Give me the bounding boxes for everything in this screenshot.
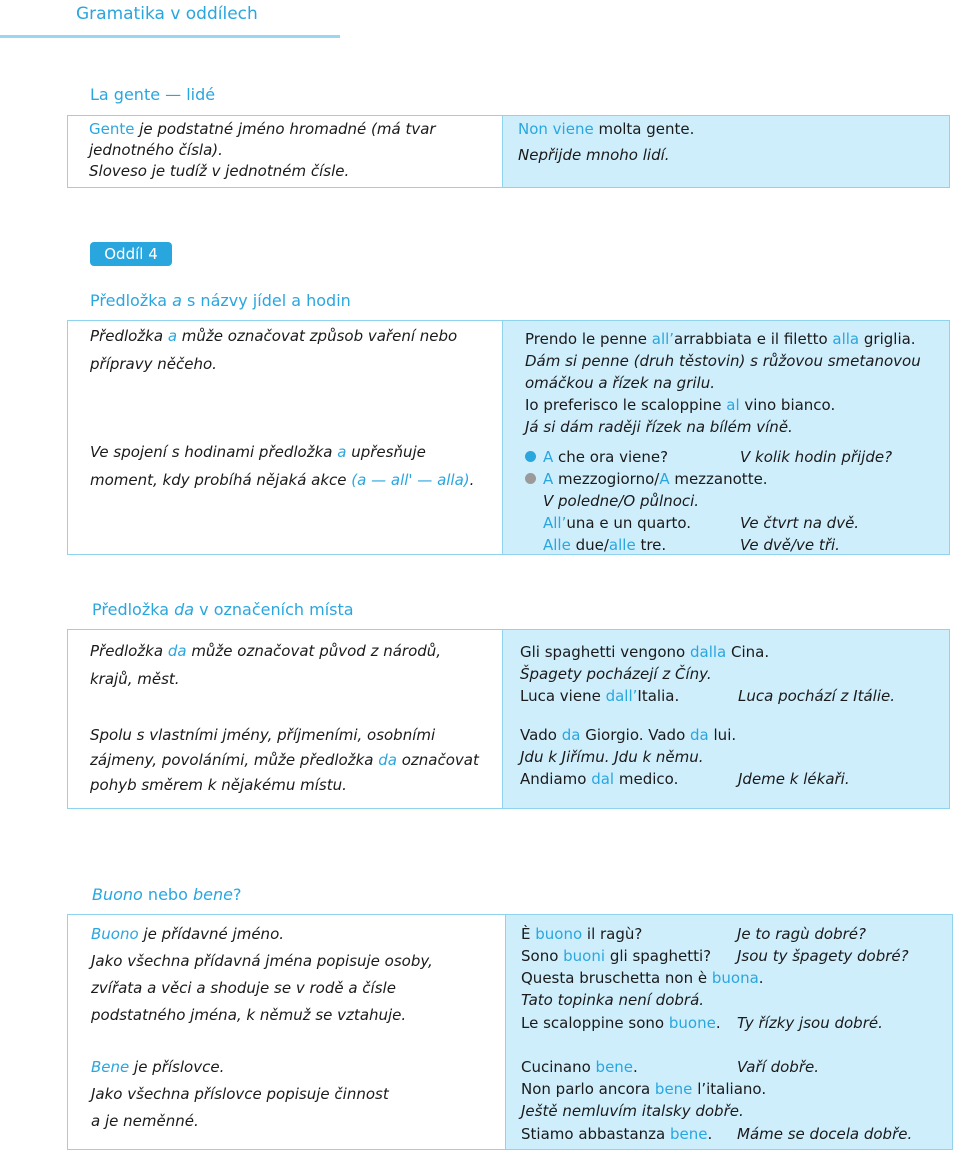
bene-example-1: Cucinano bene. Vaří dobře.	[521, 1058, 819, 1076]
da-box	[67, 629, 950, 809]
buono-example-4: Le scaloppine sono buone. Ty řízky jsou dobré.	[521, 1014, 883, 1032]
a-example-time-1: A che ora viene? V kolik hodin přijde?	[525, 446, 945, 468]
da-rule-2-line-1: Spolu s vlastními jmény, příjmeními, osobními	[90, 726, 436, 744]
da-example-panel	[502, 630, 949, 808]
gente-example-1: Non viene molta gente.	[518, 120, 695, 138]
gente-rule-panel	[68, 116, 504, 187]
a-example-food-1: Prendo le penne all’arrabbiata e il filetto alla griglia.	[525, 330, 916, 348]
buono-example-3-translation: Tato topinka není dobrá.	[521, 991, 705, 1009]
a-rule-1-line-2: přípravy něčeho.	[90, 355, 217, 373]
gente-example-panel	[502, 116, 949, 187]
buono-box	[67, 914, 953, 1150]
da-example-4: Andiamo dal medico. Jdeme k lékaři.	[520, 770, 850, 788]
da-rule-2-line-3: pohyb směrem k nějakému místu.	[90, 776, 347, 794]
a-example-food-2: Io preferisco le scaloppine al vino bianco.	[525, 396, 836, 414]
a-rule-panel	[68, 321, 504, 554]
buono-example-panel	[505, 915, 952, 1149]
da-example-2: Luca viene dall’Italia. Luca pochází z Itálie.	[520, 687, 895, 705]
da-example-3: Vado da Giorgio. Vado da lui.	[520, 726, 737, 744]
buono-rule-1-line-1: Buono je přídavné jméno.	[91, 925, 285, 943]
a-example-food-1-translation-b: omáčkou a řízek na grilu.	[525, 374, 715, 392]
da-rule-1-line-2: krajů, měst.	[90, 670, 180, 688]
a-example-panel	[502, 321, 949, 554]
da-section-title: Předložka da v označeních místa	[92, 600, 354, 619]
buono-rule-2-line-1: Bene je příslovce.	[91, 1058, 225, 1076]
buono-example-2: Sono buoni gli spaghetti? Jsou ty špagety dobré?	[521, 947, 909, 965]
buono-rule-2-line-2: Jako všechna příslovce popisuje činnost	[91, 1085, 389, 1103]
gente-example-1-translation: Nepřijde mnoho lidí.	[518, 146, 670, 164]
gente-rule-line-1: Gente je podstatné jméno hromadné (má tvar	[89, 120, 436, 138]
buono-rule-1-line-2: Jako všechna přídavná jména popisuje osoby,	[91, 952, 433, 970]
da-rule-2-line-2: zájmeny, povoláními, může předložka da označovat	[90, 751, 479, 769]
a-example-time-4: Alle due/alle tre. Ve dvě/ve tři.	[543, 536, 840, 554]
bene-example-3: Stiamo abbastanza bene. Máme se docela dobře.	[521, 1125, 913, 1143]
a-box	[67, 320, 950, 555]
da-rule-panel	[68, 630, 504, 808]
a-example-food-2-translation: Já si dám raději řízek na bílém víně.	[525, 418, 793, 436]
a-example-time-2-translation: V poledne/O půlnoci.	[543, 492, 700, 510]
da-example-1-translation: Špagety pocházejí z Číny.	[520, 665, 712, 683]
buono-rule-2-line-3: a je neměnné.	[91, 1112, 199, 1130]
gente-section-title: La gente — lidé	[90, 85, 216, 104]
bene-example-2-translation: Ještě nemluvím italsky dobře.	[521, 1102, 744, 1120]
section-badge: Oddíl 4	[90, 242, 172, 266]
a-example-time-3: All’una e un quarto. Ve čtvrt na dvě.	[543, 514, 860, 532]
a-rule-1-line-1: Předložka a může označovat způsob vaření nebo	[90, 327, 458, 345]
da-example-3-translation: Jdu k Jiřímu. Jdu k němu.	[520, 748, 704, 766]
a-rule-2-line-2: moment, kdy probíhá nějaká akce (a — all' — alla).	[90, 471, 475, 489]
bene-example-2: Non parlo ancora bene l’italiano.	[521, 1080, 767, 1098]
buono-rule-1-line-3: zvířata a věci a shoduje se v rodě a čísle	[91, 979, 396, 997]
buono-section-title: Buono nebo bene?	[92, 885, 242, 904]
gente-box	[67, 115, 950, 188]
a-example-time-2: A mezzogiorno/A mezzanotte.	[525, 468, 768, 490]
a-example-food-1-translation-a: Dám si penne (druh těstovin) s růžovou smetanovou	[525, 352, 921, 370]
gente-rule-line-3: Sloveso je tudíž v jednotném čísle.	[89, 162, 350, 180]
da-rule-1-line-1: Předložka da může označovat původ z národů,	[90, 642, 442, 660]
buono-rule-panel	[68, 915, 507, 1149]
a-section-title: Předložka a s názvy jídel a hodin	[90, 291, 351, 310]
buono-rule-1-line-4: podstatného jména, k němuž se vztahuje.	[91, 1006, 407, 1024]
buono-example-1: È buono il ragù? Je to ragù dobré?	[521, 925, 866, 943]
page-header-title: Gramatika v oddílech	[76, 4, 258, 24]
buono-example-3: Questa bruschetta non è buona.	[521, 969, 764, 987]
blue-bullet-icon	[525, 451, 536, 462]
header-divider	[0, 35, 340, 38]
gray-bullet-icon	[525, 473, 536, 484]
da-example-1: Gli spaghetti vengono dalla Cina.	[520, 643, 770, 661]
a-rule-2-line-1: Ve spojení s hodinami předložka a upřesňuje	[90, 443, 426, 461]
gente-rule-line-2: jednotného čísla).	[89, 141, 223, 159]
